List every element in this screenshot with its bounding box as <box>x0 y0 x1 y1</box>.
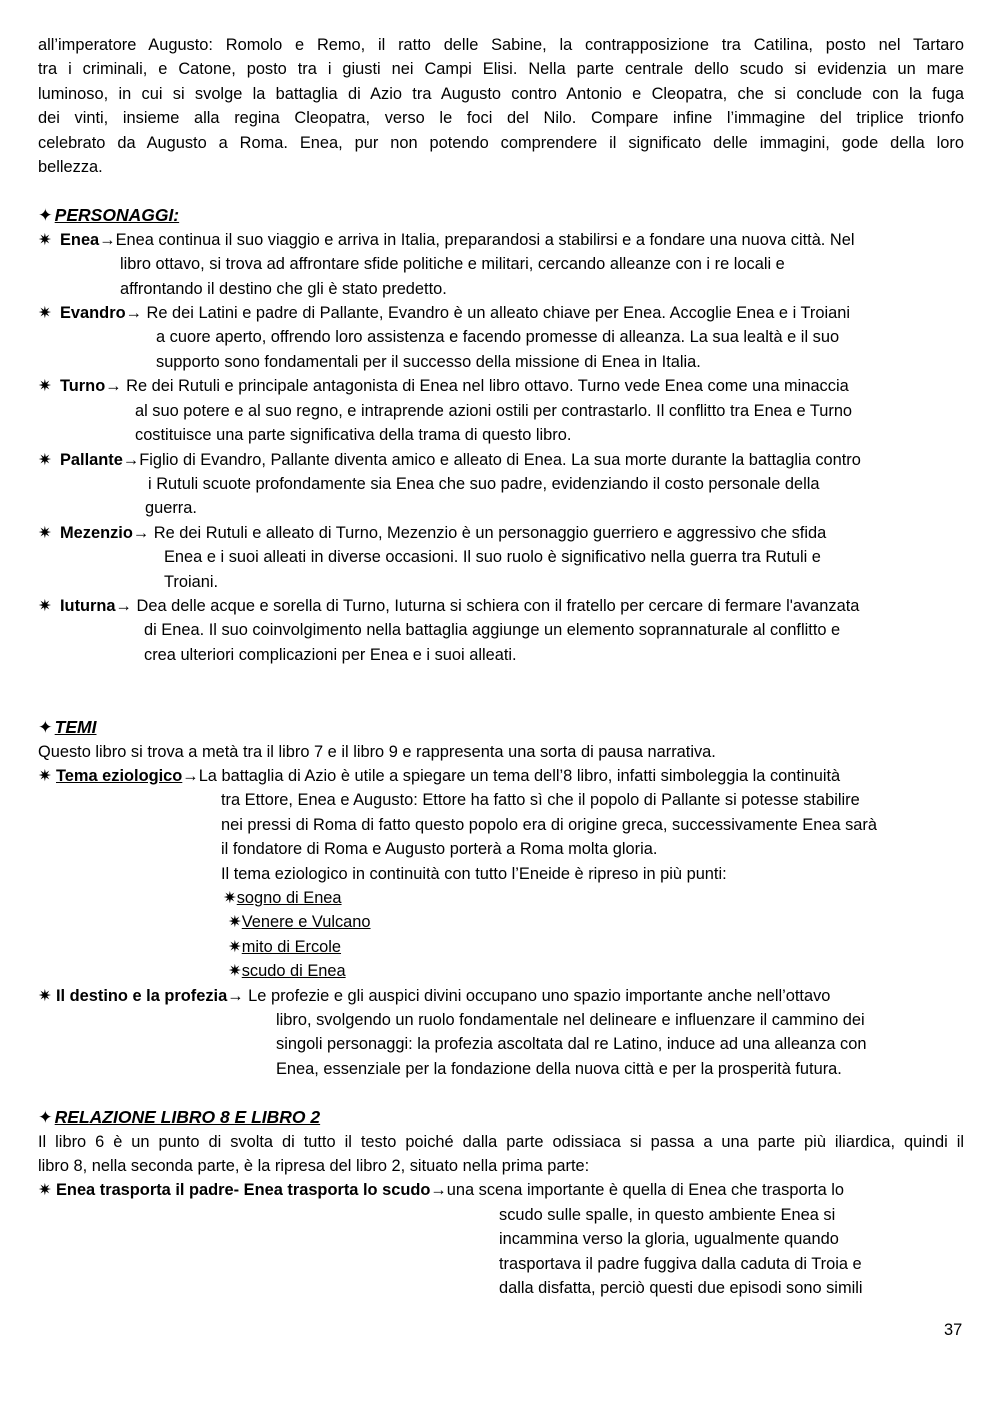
character-name: Iuturna <box>60 596 116 615</box>
character-desc-line: guerra. <box>145 499 197 518</box>
four-point-star-icon: ✦ <box>38 1107 53 1128</box>
tema-eziologico <box>38 764 964 984</box>
intro-line: tra i criminali, e Catone, posto tra i giusti nei Campi Elisi. Nella parte centrale dello scudo si evidenzia un mare <box>38 60 964 79</box>
asterisk-bullet-icon: ✷ <box>38 596 52 615</box>
asterisk-bullet-icon: ✷ <box>228 962 242 981</box>
character-desc-line: affrontando il destino che gli è stato predetto. <box>120 279 447 298</box>
heading-text: RELAZIONE LIBRO 8 E LIBRO 2 <box>54 1107 321 1128</box>
relazione-intro-line: Il libro 6 è un punto di svolta di tutto il testo poiché dalla parte odissiaca si passa a una parte più iliardica, quindi il <box>38 1132 964 1151</box>
character-desc-line: a cuore aperto, offrendo loro assistenza e facendo promesse di alleanza. La sua lealtà e il suo <box>156 328 840 347</box>
tema-desc-line: nei pressi di Roma di fatto questo popolo era di origine greca, successivamente Enea sarà <box>221 815 877 834</box>
sub-point <box>38 910 964 934</box>
character-entry-mezenzio <box>38 521 964 594</box>
intro-line: dei vinti, insieme alla regina Cleopatra, verso le foci del Nilo. Compare infine l’immagine del triplice trionfo <box>38 109 964 128</box>
relazione-desc-line: scudo sulle spalle, in questo ambiente Enea si <box>499 1205 836 1224</box>
character-entry-turno <box>38 374 964 447</box>
relazione-desc-line: incammina verso la gloria, ugualmente quando <box>499 1230 839 1249</box>
asterisk-bullet-icon: ✷ <box>38 450 52 469</box>
character-name: Mezenzio <box>60 523 133 542</box>
character-desc: → Re dei Latini e padre di Pallante, Evandro è un alleato chiave per Enea. Accoglie Enea e i Troiani <box>125 304 850 323</box>
relazione-desc-line: dalla disfatta, perciò questi due episodi sono simili <box>499 1279 863 1298</box>
four-point-star-icon: ✦ <box>38 205 53 226</box>
four-point-star-icon: ✦ <box>38 717 53 738</box>
tema-desc: → Le profezie e gli auspici divini occupano uno spazio importante anche nell’ottavo <box>227 986 831 1005</box>
character-name: Pallante <box>60 450 123 469</box>
asterisk-bullet-icon: ✷ <box>223 889 237 907</box>
character-desc-line: di Enea. Il suo coinvolgimento nella battaglia aggiunge un elemento soprannaturale al conflitto e <box>144 621 841 640</box>
intro-paragraph <box>38 33 964 179</box>
tema-destino-profezia <box>38 984 964 1082</box>
heading-text: TEMI <box>54 717 97 738</box>
tema-desc-line: il fondatore di Roma e Augusto porterà a Roma molta gloria. <box>221 840 658 859</box>
character-desc-line: Enea e i suoi alleati in diverse occasioni. Il suo ruolo è significativo nella guerra tra Rutuli e <box>164 548 821 567</box>
tema-desc: →La battaglia di Azio è utile a spiegare un tema dell’8 libro, infatti simboleggia la continuità <box>182 766 841 785</box>
intro-line: luminoso, in cui si svolge la battaglia di Azio tra Augusto contro Antonio e Cleopatra, che si conclude con la fuga <box>38 84 964 103</box>
page-number: 37 <box>944 1321 963 1339</box>
relazione-item <box>38 1178 964 1300</box>
intro-line: celebrato da Augusto a Roma. Enea, pur non potendo comprendere il significato delle immagini, gode della loro <box>38 133 964 152</box>
character-desc: → Re dei Rutuli e alleato di Turno, Mezenzio è un personaggio guerriero e aggressivo che sfida <box>132 523 827 542</box>
sub-point <box>38 935 964 959</box>
character-entry-pallante <box>38 448 964 521</box>
sub-point <box>38 886 964 910</box>
sub-point <box>38 959 964 983</box>
character-desc: →Enea continua il suo viaggio e arriva in Italia, preparandosi a stabilirsi e a fondare una nuova città. Nel <box>99 230 855 249</box>
character-name: Evandro <box>60 304 126 323</box>
character-desc-line: al suo potere e al suo regno, e intraprende azioni ostili per contrastarlo. Il conflitto tra Enea e Turno <box>135 401 853 420</box>
asterisk-bullet-icon: ✷ <box>38 304 52 323</box>
tema-desc-line: singoli personaggi: la profezia ascoltata dal re Latino, induce ad una alleanza con <box>276 1035 867 1054</box>
character-desc-line: costituisce una parte significativa della trama di questo libro. <box>135 426 572 445</box>
relazione-desc-line: trasportava il padre fuggiva dalla caduta di Troia e <box>499 1254 862 1273</box>
section-heading-temi <box>38 715 964 739</box>
asterisk-bullet-icon: ✷ <box>38 230 52 249</box>
character-desc-line: libro ottavo, si trova ad affrontare sfide politiche e militari, cercando alleanze con i re locali e <box>120 255 785 274</box>
tema-title: Il destino e la profezia <box>56 986 228 1005</box>
character-desc: → Re dei Rutuli e principale antagonista di Enea nel libro ottavo. Turno vede Enea come una minaccia <box>105 377 849 396</box>
asterisk-bullet-icon: ✷ <box>228 937 242 956</box>
temi-intro: Questo libro si trova a metà tra il libro 7 e il libro 9 e rappresenta una sorta di pausa narrativa. <box>38 742 716 761</box>
character-entry-evandro <box>38 301 964 374</box>
intro-line: bellezza. <box>38 158 103 177</box>
asterisk-bullet-icon: ✷ <box>38 986 52 1005</box>
relazione-intro-line: libro 8, nella seconda parte, è la ripresa del libro 2, situato nella prima parte: <box>38 1157 590 1176</box>
tema-desc-line: libro, svolgendo un ruolo fondamentale nel delineare e influenzare il cammino dei <box>276 1011 865 1030</box>
document-page <box>38 33 964 1301</box>
section-heading-personaggi <box>38 203 964 227</box>
intro-line: all’imperatore Augusto: Romolo e Remo, il ratto delle Sabine, la contrapposizione tra Catilina, posto nel Tartaro <box>38 36 964 54</box>
asterisk-bullet-icon: ✷ <box>38 1181 52 1200</box>
section-heading-relazione <box>38 1105 964 1129</box>
character-entry-iuturna <box>38 594 964 667</box>
tema-desc-line: Il tema eziologico in continuità con tutto l’Eneide è ripreso in più punti: <box>221 864 727 883</box>
character-desc: → Dea delle acque e sorella di Turno, Iuturna si schiera con il fratello per cercare di fermare l'avanzata <box>115 596 860 615</box>
asterisk-bullet-icon: ✷ <box>38 523 52 542</box>
tema-desc-line: Enea, essenziale per la fondazione della nuova città e per la prosperità futura. <box>276 1059 842 1078</box>
character-desc-line: i Rutuli scuote profondamente sia Enea che suo padre, evidenziando il costo personale della <box>148 474 820 493</box>
character-name: Turno <box>60 377 106 396</box>
relazione-item-desc: →una scena importante è quella di Enea che trasporta lo <box>430 1181 845 1200</box>
asterisk-bullet-icon: ✷ <box>38 766 52 785</box>
sub-point-text: Venere e Vulcano <box>241 913 371 932</box>
character-entry-enea <box>38 228 964 301</box>
tema-desc-line: tra Ettore, Enea e Augusto: Ettore ha fatto sì che il popolo di Pallante si potesse stabilire <box>221 791 860 810</box>
character-desc-line: crea ulteriori complicazioni per Enea e i suoi alleati. <box>144 645 517 664</box>
character-desc-line: Troiani. <box>164 572 219 591</box>
sub-point-text: sogno di Enea <box>236 889 342 907</box>
character-desc-line: supporto sono fondamentali per il successo della missione di Enea in Italia. <box>156 352 701 371</box>
relazione-item-title: Enea trasporta il padre- Enea trasporta lo scudo <box>56 1181 431 1200</box>
tema-title: Tema eziologico <box>56 766 183 785</box>
character-desc: →Figlio di Evandro, Pallante diventa amico e alleato di Enea. La sua morte durante la battaglia contro <box>122 450 861 469</box>
asterisk-bullet-icon: ✷ <box>228 913 242 932</box>
sub-point-text: scudo di Enea <box>241 962 346 981</box>
character-name: Enea <box>60 230 100 249</box>
sub-point-text: mito di Ercole <box>241 937 342 956</box>
asterisk-bullet-icon: ✷ <box>38 377 52 396</box>
heading-text: PERSONAGGI: <box>54 205 180 226</box>
